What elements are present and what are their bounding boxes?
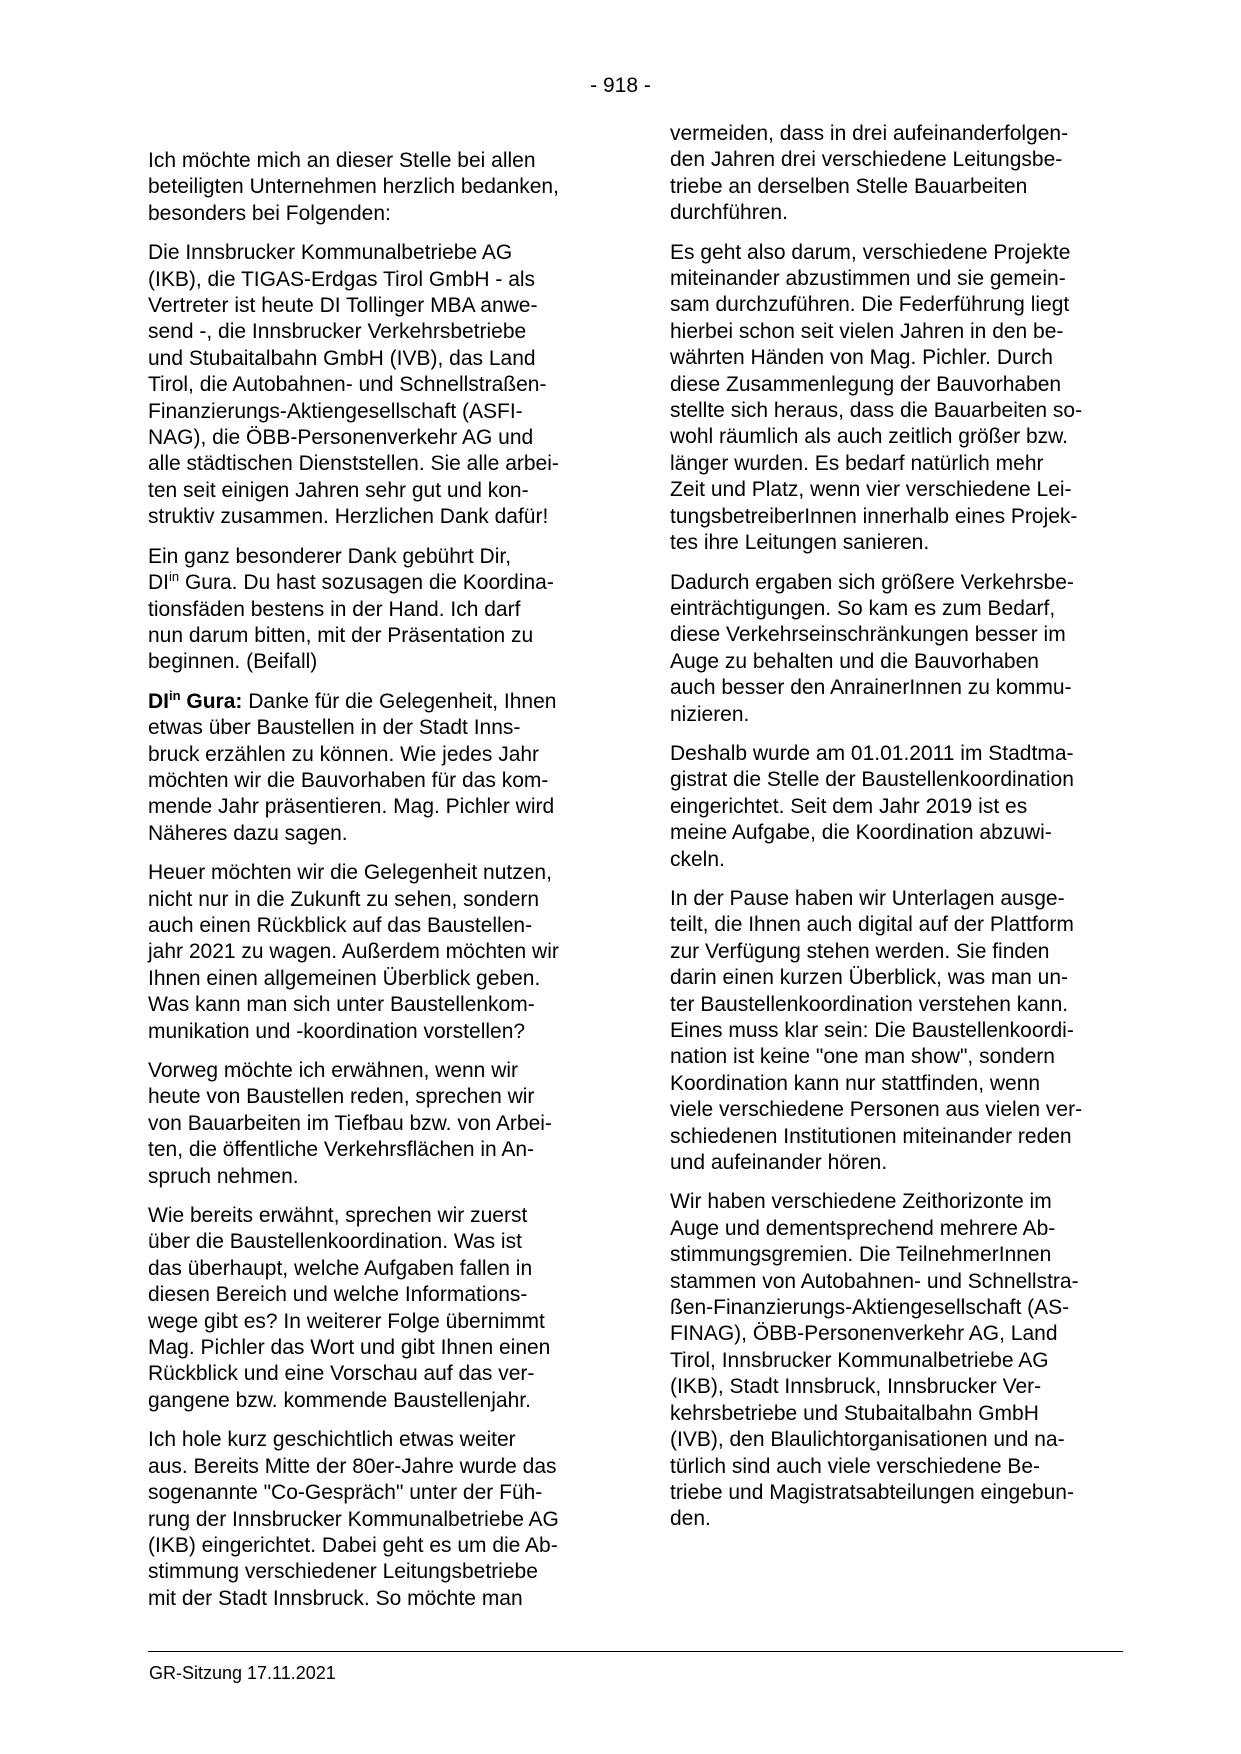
text-line: (IKB), Stadt Innsbruck, Innsbrucker Ver- bbox=[670, 1375, 1042, 1399]
text-line: sam durchzuführen. Die Federführung liegt bbox=[670, 293, 1070, 317]
text-line: (IKB), die TIGAS-Erdgas Tirol GmbH - als bbox=[148, 267, 536, 291]
text-line: munikation und -koordination vorstellen? bbox=[148, 1019, 526, 1043]
text-line: ten seit einigen Jahren sehr gut und kon- bbox=[148, 478, 529, 502]
text-line: hierbei schon seit vielen Jahren in den be- bbox=[670, 319, 1064, 343]
text-line: länger wurden. Es bedarf natürlich mehr bbox=[670, 451, 1044, 475]
text-line: nun darum bitten, mit der Präsentation zu bbox=[148, 623, 534, 647]
paragraph-time-horizons bbox=[670, 1189, 1125, 1532]
text-line: tungsbetreiberInnen innerhalb eines Projek- bbox=[670, 504, 1078, 528]
text-line: nicht nur in die Zukunft zu sehen, sondern bbox=[148, 887, 540, 911]
title-superscript: in bbox=[169, 569, 180, 585]
footer-divider bbox=[148, 1651, 1123, 1652]
text-line: eingerichtet. Seit dem Jahr 2019 ist es bbox=[670, 794, 1028, 818]
text-fragment: Gura. Du hast sozusagen die Koordina- bbox=[179, 571, 554, 595]
text-line: möchten wir die Bauvorhaben für das kom- bbox=[148, 768, 549, 792]
right-column bbox=[670, 121, 1125, 1546]
text-line: triebe an derselben Stelle Bauarbeiten bbox=[670, 174, 1028, 198]
paragraph-projects bbox=[670, 240, 1125, 557]
text-line: von Bauarbeiten im Tiefbau bzw. von Arbei- bbox=[148, 1111, 552, 1135]
paragraph-office-established bbox=[670, 741, 1125, 873]
text-line bbox=[148, 689, 600, 715]
text-line: Auge zu behalten und die Bauvorhaben bbox=[670, 649, 1039, 673]
text-line: ßen-Finanzierungs-Aktiengesellschaft (AS- bbox=[670, 1296, 1070, 1320]
text-line: stimmung verschiedener Leitungsbetriebe bbox=[148, 1560, 538, 1584]
text-line: Heuer möchten wir die Gelegenheit nutzen, bbox=[148, 861, 552, 885]
text-line: einträchtigungen. So kam es zum Bedarf, bbox=[670, 596, 1056, 620]
text-line: Die Innsbrucker Kommunalbetriebe AG bbox=[148, 241, 513, 265]
text-line: spruch nehmen. bbox=[148, 1164, 299, 1188]
text-line: viele verschiedene Personen aus vielen ver- bbox=[670, 1098, 1083, 1122]
footer-session-date: GR-Sitzung 17.11.2021 bbox=[149, 1663, 336, 1683]
paragraph-avoid-repeat bbox=[670, 121, 1125, 227]
speaker-label bbox=[148, 687, 243, 713]
text-fragment: Danke für die Gelegenheit, Ihnen bbox=[242, 689, 557, 713]
text-line: diese Verkehrseinschränkungen besser im bbox=[670, 623, 1066, 647]
text-line: zur Verfügung stehen werden. Sie finden bbox=[670, 939, 1050, 963]
text-line: auch einen Rückblick auf das Baustellen- bbox=[148, 913, 533, 937]
text-line: tionsfäden bestens in der Hand. Ich darf bbox=[148, 597, 521, 621]
text-line: Wir haben verschiedene Zeithorizonte im bbox=[670, 1190, 1052, 1214]
text-line: struktiv zusammen. Herzlichen Dank dafür! bbox=[148, 505, 549, 529]
text-line: stimmungsgremien. Die TeilnehmerInnen bbox=[670, 1243, 1052, 1267]
paragraph-special-thanks bbox=[148, 544, 600, 676]
text-line: triebe und Magistratsabteilungen eingebun- bbox=[670, 1480, 1074, 1504]
text-line: sogenannte "Co-Gespräch" unter der Füh- bbox=[148, 1481, 543, 1505]
text-line: Finanzierungs-Aktiengesellschaft (ASFI- bbox=[148, 399, 523, 423]
text-line: Auge und dementsprechend mehrere Ab- bbox=[670, 1216, 1056, 1240]
text-line: jahr 2021 zu wagen. Außerdem möchten wir bbox=[148, 940, 559, 964]
text-line: ter Baustellenkoordination verstehen kann. bbox=[670, 992, 1069, 1016]
text-line: und Stubaitalbahn GmbH (IVB), das Land bbox=[148, 346, 536, 370]
text-line: Koordination kann nur stattfinden, wenn bbox=[670, 1071, 1041, 1095]
text-line: Zeit und Platz, wenn vier verschiedene Lei- bbox=[670, 478, 1072, 502]
text-line: kehrsbetriebe und Stubaitalbahn GmbH bbox=[670, 1401, 1039, 1425]
text-line: aus. Bereits Mitte der 80er-Jahre wurde das bbox=[148, 1454, 557, 1478]
text-line: (IVB), den Blaulichtorganisationen und na- bbox=[670, 1428, 1065, 1452]
text-line: tes ihre Leitungen sanieren. bbox=[670, 531, 930, 555]
text-line: mit der Stadt Innsbruck. So möchte man bbox=[148, 1586, 523, 1610]
text-line: mende Jahr präsentieren. Mag. Pichler wird bbox=[148, 795, 555, 819]
text-line: rung der Innsbrucker Kommunalbetriebe AG bbox=[148, 1507, 559, 1531]
text-line: und aufeinander hören. bbox=[670, 1151, 888, 1175]
text-line: türlich sind auch viele verschiedene Be- bbox=[670, 1454, 1041, 1478]
text-line: auch besser den AnrainerInnen zu kommu- bbox=[670, 676, 1072, 700]
text-line: In der Pause haben wir Unterlagen ausge- bbox=[670, 886, 1065, 910]
text-line: gistrat die Stelle der Baustellenkoordination bbox=[670, 768, 1074, 792]
text-line: miteinander abzustimmen und sie gemein- bbox=[670, 267, 1066, 291]
title-prefix: DI bbox=[148, 571, 169, 595]
text-line: durchführen. bbox=[670, 201, 788, 225]
text-line: nizieren. bbox=[670, 702, 750, 726]
text-line: Ich hole kurz geschichtlich etwas weiter bbox=[148, 1428, 516, 1452]
text-line: ckeln. bbox=[670, 847, 725, 871]
text-line: Ein ganz besonderer Dank gebührt Dir, bbox=[148, 544, 512, 568]
paragraph-thanks-intro bbox=[148, 148, 600, 227]
text-line: schiedenen Institutionen miteinander reden bbox=[670, 1124, 1072, 1148]
text-line: NAG), die ÖBB-Personenverkehr AG und bbox=[148, 426, 534, 450]
paragraph-review bbox=[148, 860, 600, 1045]
paragraph-coordination bbox=[148, 1203, 600, 1414]
text-line: das überhaupt, welche Aufgaben fallen in bbox=[148, 1256, 533, 1280]
left-column bbox=[148, 148, 600, 1625]
text-line: Ich möchte mich an dieser Stelle bei allen bbox=[148, 149, 536, 172]
text-line: etwas über Baustellen in der Stadt Inns- bbox=[148, 716, 521, 740]
text-line: besonders bei Folgenden: bbox=[148, 201, 391, 225]
text-line: Deshalb wurde am 01.01.2011 im Stadtma- bbox=[670, 741, 1074, 765]
text-line: Was kann man sich unter Baustellenkom- bbox=[148, 993, 535, 1017]
text-line: meine Aufgabe, die Koordination abzuwi- bbox=[670, 821, 1052, 845]
text-line: teilt, die Ihnen auch digital auf der Plattform bbox=[670, 913, 1074, 937]
text-line: beteiligten Unternehmen herzlich bedanken, bbox=[148, 175, 559, 199]
speaker-superscript: in bbox=[169, 687, 181, 703]
text-line: beginnen. (Beifall) bbox=[148, 650, 318, 674]
text-line: send -, die Innsbrucker Verkehrsbetriebe bbox=[148, 320, 527, 344]
text-line: Vorweg möchte ich erwähnen, wenn wir bbox=[148, 1059, 519, 1082]
text-line: wege gibt es? In weiterer Folge übernimmt bbox=[148, 1309, 545, 1333]
text-line: den. bbox=[670, 1507, 711, 1531]
text-line: heute von Baustellen reden, sprechen wir bbox=[148, 1085, 535, 1109]
text-line: Tirol, die Autobahnen- und Schnellstraßen- bbox=[148, 373, 547, 397]
text-line: (IKB) eingerichtet. Dabei geht es um die Ab- bbox=[148, 1533, 558, 1557]
text-line: FINAG), ÖBB-Personenverkehr AG, Land bbox=[670, 1322, 1058, 1346]
text-line: stellte sich heraus, dass die Bauarbeiten so- bbox=[670, 399, 1083, 423]
text-line: Eines muss klar sein: Die Baustellenkoordi- bbox=[670, 1019, 1074, 1042]
text-line: nation ist keine "one man show", sondern bbox=[670, 1045, 1055, 1069]
text-line: ten, die öffentliche Verkehrsflächen in An- bbox=[148, 1138, 535, 1162]
text-line: gangene bzw. kommende Baustellenjahr. bbox=[148, 1388, 531, 1412]
paragraph-traffic bbox=[670, 570, 1125, 728]
paragraph-history bbox=[148, 1427, 600, 1612]
speaker-prefix: DI bbox=[148, 689, 169, 713]
text-line: darin einen kurzen Überblick, was man un- bbox=[670, 966, 1069, 990]
paragraph-companies bbox=[148, 240, 600, 530]
text-line: alle städtischen Dienststellen. Sie alle arbei- bbox=[148, 452, 559, 476]
text-line: Mag. Pichler das Wort und gibt Ihnen einen bbox=[148, 1336, 551, 1360]
text-line: währten Händen von Mag. Pichler. Durch bbox=[670, 346, 1053, 370]
text-line: Näheres dazu sagen. bbox=[148, 821, 348, 845]
text-line: wohl räumlich als auch zeitlich größer bzw. bbox=[670, 425, 1068, 449]
text-line: Wie bereits erwähnt, sprechen wir zuerst bbox=[148, 1204, 528, 1228]
text-line: diese Zusammenlegung der Bauvorhaben bbox=[670, 372, 1062, 396]
text-line: über die Baustellenkoordination. Was ist bbox=[148, 1230, 522, 1254]
paragraph-documents bbox=[670, 886, 1125, 1176]
text-line: bruck erzählen zu können. Wie jedes Jahr bbox=[148, 742, 540, 766]
text-line: Es geht also darum, verschiedene Projekte bbox=[670, 240, 1071, 264]
paragraph-civil-works bbox=[148, 1058, 600, 1190]
text-line: vermeiden, dass in drei aufeinanderfolgen- bbox=[670, 122, 1069, 145]
text-line bbox=[148, 570, 600, 596]
text-line: Tirol, Innsbrucker Kommunalbetriebe AG bbox=[670, 1348, 1049, 1372]
text-line: diesen Bereich und welche Informations- bbox=[148, 1283, 528, 1307]
text-line: stammen von Autobahnen- und Schnellstra- bbox=[670, 1269, 1079, 1293]
text-line: Dadurch ergaben sich größere Verkehrsbe- bbox=[670, 570, 1074, 594]
speaker-name: Gura: bbox=[180, 689, 243, 713]
paragraph-speaker-gura bbox=[148, 689, 600, 847]
text-line: Ihnen einen allgemeinen Überblick geben. bbox=[148, 966, 541, 990]
text-line: Vertreter ist heute DI Tollinger MBA anwe- bbox=[148, 294, 538, 318]
text-line: den Jahren drei verschiedene Leitungsbe- bbox=[670, 148, 1063, 172]
page-number: - 918 - bbox=[590, 74, 651, 97]
text-line: Rückblick und eine Vorschau auf das ver- bbox=[148, 1362, 535, 1386]
